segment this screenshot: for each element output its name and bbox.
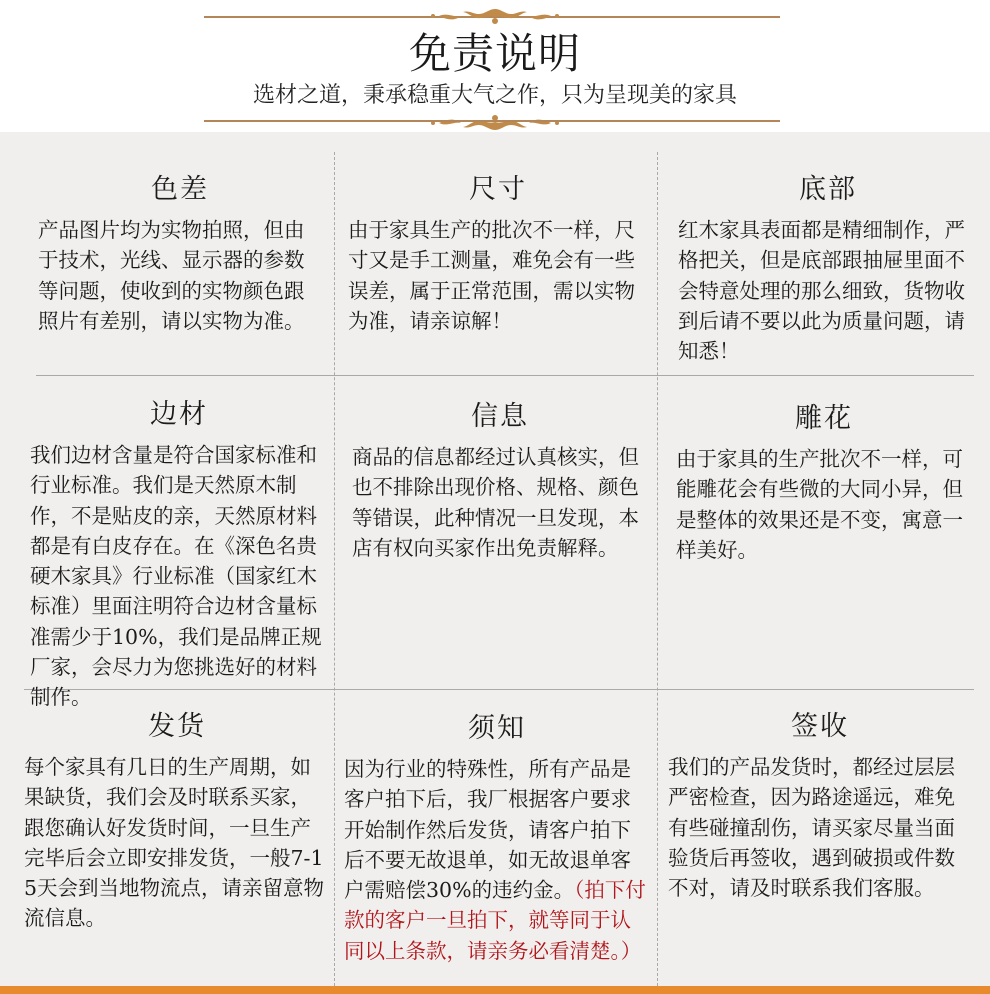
- cell-title: 尺寸: [469, 174, 527, 205]
- notice-text: 因为行业的特殊性，所有产品是客户拍下后，我厂根据客户要求开始制作然后发货，请客户拍下后不要无故退单，如无故退单客户需赔偿30%的违约金。: [344, 757, 631, 903]
- cell-body: 红木家具表面都是精细制作，严格把关，但是底部跟抽屉里面不会特意处理的那么细致，货物收到后请不要以此为质量问题，请知悉！: [678, 218, 965, 364]
- cell-size: [348, 173, 648, 336]
- cell-body: 由于家具的生产批次不一样，可能雕花会有些微的大同小异，但是整体的效果还是不变，寓意一样美好。: [676, 447, 963, 562]
- notice-warning: （拍下付款的客户一旦拍下，就等同于认同以上条款，请亲务必看清楚。）: [344, 878, 646, 963]
- cell-color-difference: [38, 173, 322, 336]
- disclaimer-grid: [0, 132, 990, 986]
- header: [0, 0, 990, 132]
- top-ornament-icon: [425, 6, 565, 28]
- cell-carving: [676, 402, 972, 565]
- cell-body: 我们边材含量是符合国家标准和行业标准。我们是天然原木制作，不是贴皮的亲，天然原材料都是有白皮存在。在《深色名贵硬木家具》行业标准（国家红木标准）里面注明符合边材含量标准需少于10%，我们是品牌正规厂家，会尽力为您挑选好的材料制作。: [30, 443, 322, 710]
- cell-information: [352, 400, 648, 563]
- page-title: 免责说明: [408, 29, 581, 78]
- cell-body: 由于家具生产的批次不一样，尺寸又是手工测量，难免会有一些误差，属于正常范围，需以实物为准，请亲谅解！: [348, 218, 635, 333]
- cell-body: 我们的产品发货时，都经过层层严密检查，因为路途遥远，难免有些碰撞刮伤，请买家尽量当面验货后再签收，遇到破损或件数不对，请及时联系我们客服。: [668, 755, 955, 901]
- cell-body: 每个家具有几日的生产周期，如果缺货，我们会及时联系买家，跟您确认好发货时间，一旦生产完毕后会立即安排发货，一般7-15天会到当地物流点，请亲留意物流信息。: [24, 755, 325, 931]
- divider-vertical: [657, 152, 658, 986]
- bottom-ornament-icon: [425, 111, 565, 133]
- bottom-rule: [204, 120, 780, 122]
- cell-title: 雕花: [795, 403, 853, 434]
- cell-body: [344, 754, 650, 966]
- cell-body: 产品图片均为实物拍照，但由于技术，光线、显示器的参数等问题，使收到的实物颜色跟照片有差别，请以实物为准。: [38, 218, 305, 333]
- cell-title: 底部: [799, 174, 857, 205]
- cell-bottom: [678, 173, 978, 366]
- cell-title: 信息: [471, 401, 529, 432]
- cell-title: 发货: [148, 711, 206, 742]
- cell-notice: [344, 712, 650, 966]
- divider-horizontal: [36, 375, 974, 376]
- cell-title: 边材: [150, 399, 208, 430]
- cell-body: 商品的信息都经过认真核实，但也不排除出现价格、规格、颜色等错误，此种情况一旦发现，本店有权向买家作出免责解释。: [352, 445, 639, 560]
- cell-title: 色差: [151, 174, 209, 205]
- page-subtitle: 选材之道，秉承稳重大气之作，只为呈现美的家具: [252, 83, 737, 108]
- cell-sapwood: [30, 398, 328, 713]
- bottom-accent-bar: [0, 986, 990, 994]
- cell-signing: [668, 710, 972, 903]
- cell-title: 签收: [791, 711, 849, 742]
- cell-title: 须知: [468, 713, 526, 744]
- divider-vertical: [334, 152, 335, 986]
- cell-shipping: [24, 710, 330, 934]
